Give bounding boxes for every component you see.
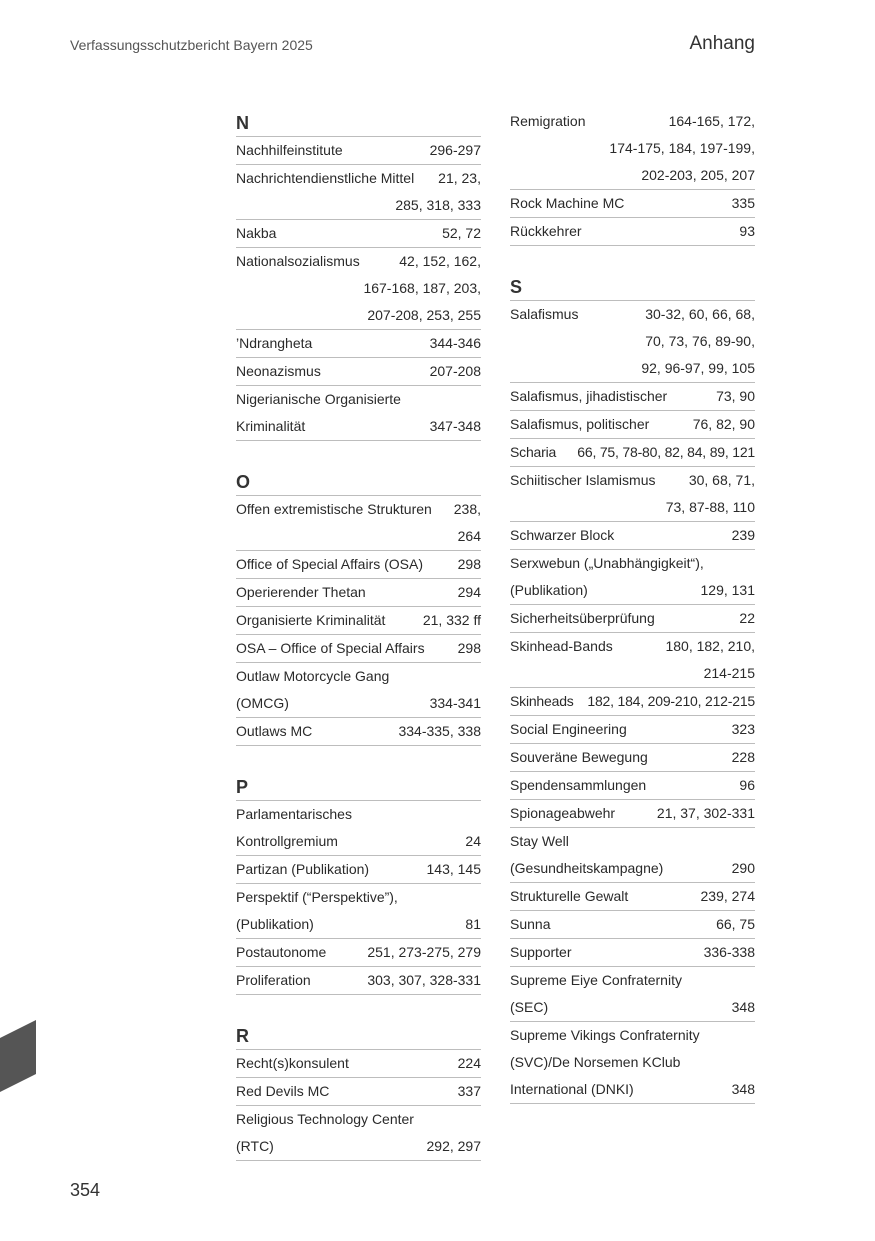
entry-pages: 30-32, 60, 66, 68, [645, 306, 755, 322]
index-entry [510, 439, 755, 467]
index-entry [236, 884, 481, 939]
entry-term: Serxwebun („Unabhängigkeit“), [510, 555, 704, 571]
entry-pages: 73, 87-88, 110 [665, 499, 755, 515]
index-entry [236, 718, 481, 746]
entry-pages: 143, 145 [426, 861, 481, 877]
entry-pages: 174-175, 184, 197-199, [609, 140, 755, 156]
index-letter-s: S [510, 272, 755, 301]
entry-term: Sunna [510, 916, 551, 932]
entry-pages: 96 [739, 777, 755, 793]
entry-pages: 251, 273-275, 279 [367, 944, 481, 960]
margin-tab-decoration [0, 1020, 36, 1092]
running-header-title: Verfassungsschutzbericht Bayern 2025 [70, 37, 313, 53]
entry-term: Skinheads [510, 693, 574, 709]
index-entry [510, 939, 755, 967]
entry-pages: 76, 82, 90 [692, 416, 755, 432]
index-entry [236, 1106, 481, 1161]
entry-pages: 347-348 [429, 418, 481, 434]
entry-pages: 21, 23, [438, 170, 481, 186]
entry-term: Supporter [510, 944, 572, 960]
entry-term: Outlaw Motorcycle Gang [236, 668, 390, 684]
index-letter-n: N [236, 108, 481, 137]
entry-term: Kriminalität [236, 418, 306, 434]
entry-term: (SVC)/De Norsemen KClub [510, 1054, 681, 1070]
entry-term: (SEC) [510, 999, 549, 1015]
entry-term: Postautonome [236, 944, 327, 960]
index-entry [236, 1050, 481, 1078]
entry-pages: 180, 182, 210, [665, 638, 755, 654]
index-letter-r: R [236, 1021, 481, 1050]
entry-term: Salafismus, jihadistischer [510, 388, 668, 404]
entry-pages: 224 [457, 1055, 481, 1071]
entry-term: Operierender Thetan [236, 584, 366, 600]
index-entry [510, 411, 755, 439]
entry-term: Scharia [510, 444, 557, 460]
index-entry [236, 496, 481, 551]
entry-pages: 92, 96-97, 99, 105 [641, 360, 755, 376]
index-entry [236, 663, 481, 718]
entry-term: Kontrollgremium [236, 833, 338, 849]
entry-term: Spionageabwehr [510, 805, 616, 821]
entry-term: Offen extremistische Strukturen [236, 501, 432, 517]
entry-pages: 129, 131 [700, 582, 755, 598]
entry-term: (Publikation) [510, 582, 588, 598]
index-entry [510, 190, 755, 218]
entry-term: Nigerianische Organisierte [236, 391, 401, 407]
entry-pages: 323 [731, 721, 755, 737]
entry-term: Skinhead-Bands [510, 638, 613, 654]
entry-term: Schiitischer Islamismus [510, 472, 656, 488]
index-entry [510, 883, 755, 911]
index-entry [236, 967, 481, 995]
entry-term: Schwarzer Block [510, 527, 615, 543]
entry-pages: 207-208, 253, 255 [367, 307, 481, 323]
entry-pages: 30, 68, 71, [688, 472, 755, 488]
entry-pages: 344-346 [429, 335, 481, 351]
entry-term: ’Ndrangheta [236, 335, 313, 351]
index-entry [236, 551, 481, 579]
index-entry [236, 939, 481, 967]
entry-pages: 348 [731, 999, 755, 1015]
page-number: 354 [70, 1180, 101, 1200]
entry-term: (Gesundheitskampagne) [510, 860, 664, 876]
entry-pages: 334-341 [429, 695, 481, 711]
entry-term: Spendensammlungen [510, 777, 647, 793]
running-header-section: Anhang [689, 33, 755, 54]
entry-pages: 336-338 [703, 944, 755, 960]
index-entry [236, 358, 481, 386]
entry-pages: 22 [739, 610, 755, 626]
index-entry [236, 165, 481, 220]
entry-term: Partizan (Publikation) [236, 861, 370, 877]
entry-term: Sicherheitsüberprüfung [510, 610, 655, 626]
entry-pages: 337 [457, 1083, 481, 1099]
entry-term: (RTC) [236, 1138, 274, 1154]
entry-term: Parlamentarisches [236, 806, 352, 822]
index-entry [510, 967, 755, 1022]
entry-pages: 239, 274 [700, 888, 755, 904]
index-entry [236, 579, 481, 607]
entry-pages: 239 [731, 527, 755, 543]
entry-pages: 334-335, 338 [398, 723, 481, 739]
entry-term: Remigration [510, 113, 586, 129]
index-entry [236, 137, 481, 165]
index-column-right [510, 108, 755, 1104]
entry-pages: 21, 332 ff [422, 612, 481, 628]
index-entry [510, 772, 755, 800]
index-entry [236, 801, 481, 856]
entry-term: Strukturelle Gewalt [510, 888, 629, 904]
entry-pages: 81 [465, 916, 481, 932]
index-entry [510, 522, 755, 550]
entry-pages: 294 [457, 584, 481, 600]
entry-term: Supreme Vikings Confraternity [510, 1027, 700, 1043]
entry-pages: 52, 72 [442, 225, 481, 241]
entry-term: Religious Technology Center [236, 1111, 414, 1127]
entry-pages: 228 [731, 749, 755, 765]
index-letter-p: P [236, 772, 481, 801]
entry-term: Neonazismus [236, 363, 321, 379]
entry-term: Red Devils MC [236, 1083, 330, 1099]
entry-pages: 93 [739, 223, 755, 239]
entry-pages: 264 [457, 528, 481, 544]
entry-term: (Publikation) [236, 916, 314, 932]
index-entry [236, 248, 481, 330]
entry-term: OSA – Office of Special Affairs [236, 640, 425, 656]
entry-pages: 335 [731, 195, 755, 211]
index-entry [510, 218, 755, 246]
index-entry [510, 633, 755, 688]
entry-term: Office of Special Affairs (OSA) [236, 556, 424, 572]
entry-term: Rock Machine MC [510, 195, 625, 211]
entry-term: Stay Well [510, 833, 569, 849]
index-entry [510, 108, 755, 190]
index-entry [236, 635, 481, 663]
index-entry [236, 856, 481, 884]
index-entry [510, 800, 755, 828]
entry-term: Organisierte Kriminalität [236, 612, 386, 628]
index-entry [510, 911, 755, 939]
index-entry [510, 828, 755, 883]
entry-term: International (DNKI) [510, 1081, 634, 1097]
entry-term: Nakba [236, 225, 277, 241]
index-column-left [236, 108, 481, 1161]
entry-pages: 298 [457, 556, 481, 572]
entry-pages: 207-208 [429, 363, 481, 379]
entry-term: Supreme Eiye Confraternity [510, 972, 682, 988]
entry-pages: 164-165, 172, [668, 113, 755, 129]
entry-term: Recht(s)konsulent [236, 1055, 349, 1071]
entry-pages: 66, 75, 78-80, 82, 84, 89, 121 [577, 444, 755, 460]
entry-term: Rückkehrer [510, 223, 582, 239]
entry-pages: 66, 75 [716, 916, 755, 932]
entry-term: Proliferation [236, 972, 311, 988]
entry-pages: 238, [453, 501, 481, 517]
entry-pages: 182, 184, 209-210, 212-215 [587, 693, 755, 709]
index-entry [510, 688, 755, 716]
entry-pages: 167-168, 187, 203, [363, 280, 481, 296]
index-entry [510, 1022, 755, 1104]
index-entry [510, 744, 755, 772]
entry-term: Nationalsozialismus [236, 253, 360, 269]
entry-term: Outlaws MC [236, 723, 313, 739]
entry-pages: 73, 90 [716, 388, 755, 404]
entry-pages: 290 [731, 860, 755, 876]
entry-pages: 24 [465, 833, 481, 849]
index-entry [236, 386, 481, 441]
index-entry [236, 330, 481, 358]
index-entry [510, 467, 755, 522]
index-entry [510, 550, 755, 605]
index-entry [510, 301, 755, 383]
entry-pages: 70, 73, 76, 89-90, [645, 333, 755, 349]
entry-term: Salafismus, politischer [510, 416, 650, 432]
entry-pages: 42, 152, 162, [399, 253, 481, 269]
index-entry [510, 383, 755, 411]
entry-term: Souveräne Bewegung [510, 749, 648, 765]
index-entry [510, 716, 755, 744]
index-entry [236, 607, 481, 635]
entry-pages: 214-215 [703, 665, 755, 681]
entry-pages: 21, 37, 302-331 [656, 805, 755, 821]
entry-term: Perspektif (“Perspektive”), [236, 889, 398, 905]
entry-term: (OMCG) [236, 695, 289, 711]
entry-pages: 303, 307, 328-331 [367, 972, 481, 988]
index-entry [236, 1078, 481, 1106]
entry-pages: 298 [457, 640, 481, 656]
entry-term: Salafismus [510, 306, 579, 322]
index-entry [236, 220, 481, 248]
entry-pages: 292, 297 [426, 1138, 481, 1154]
entry-pages: 296-297 [429, 142, 481, 158]
entry-pages: 285, 318, 333 [395, 197, 481, 213]
entry-term: Nachrichtendienstliche Mittel [236, 170, 415, 186]
entry-pages: 202-203, 205, 207 [641, 167, 755, 183]
entry-pages: 348 [731, 1081, 755, 1097]
entry-term: Nachhilfeinstitute [236, 142, 343, 158]
index-entry [510, 605, 755, 633]
index-letter-o: O [236, 467, 481, 496]
entry-term: Social Engineering [510, 721, 627, 737]
